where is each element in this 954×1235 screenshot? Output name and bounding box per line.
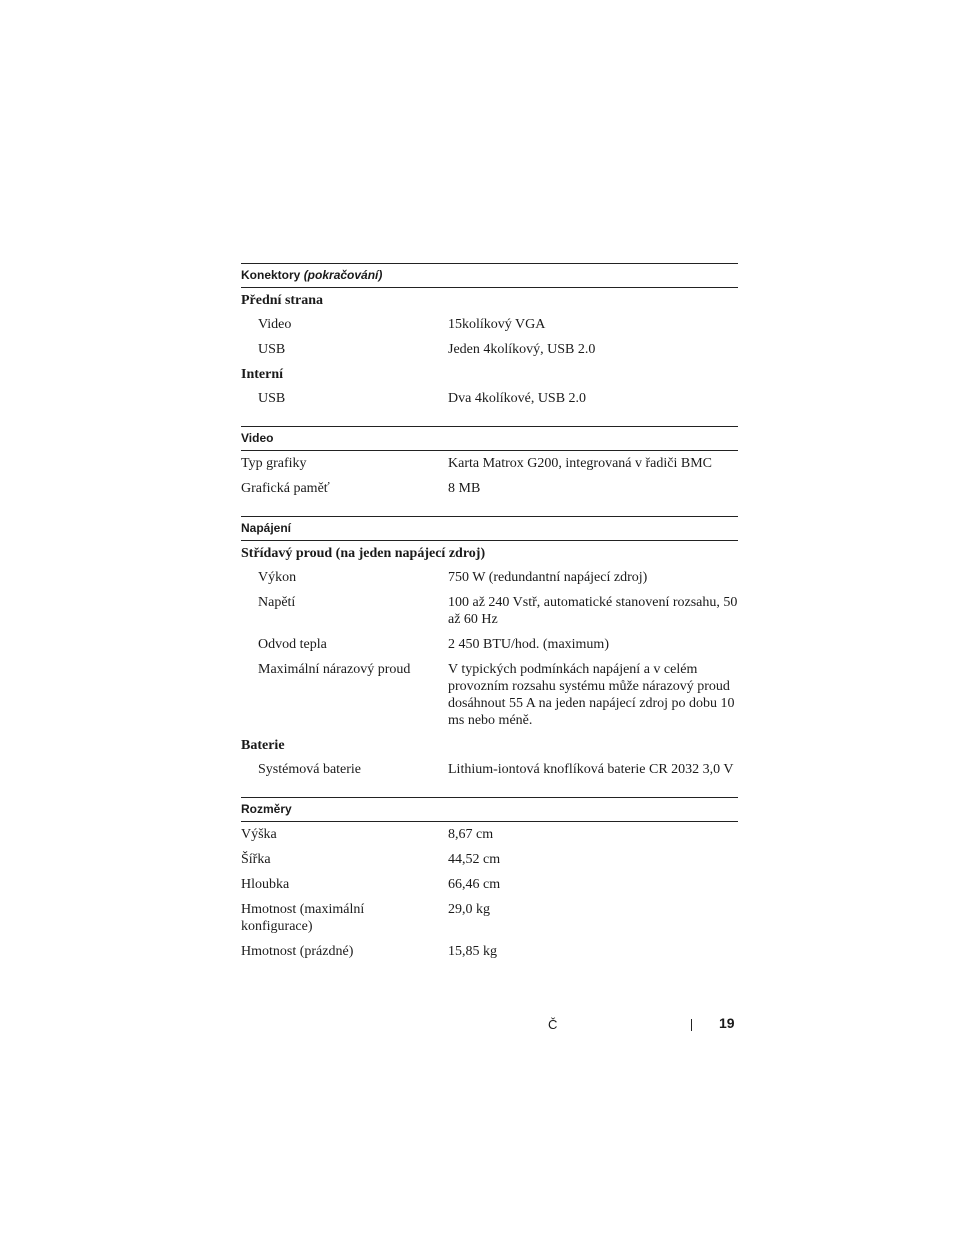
spec-table	[241, 263, 738, 965]
section-title: Video	[241, 431, 274, 445]
spec-key: Výška	[241, 827, 277, 842]
spec-row	[241, 477, 738, 502]
section-title: Konektory	[241, 268, 301, 282]
spec-row	[241, 452, 738, 477]
subheading-internal: Interní	[241, 367, 283, 382]
spec-row	[241, 591, 738, 633]
page-number: 19	[719, 1015, 735, 1031]
section-body-napajeni	[241, 541, 738, 783]
spec-value: 15,85 kg	[448, 944, 497, 959]
subheading-front: Přední strana	[241, 293, 324, 308]
spec-key: Hmotnost (prázdné)	[241, 944, 354, 959]
spec-key: USB	[258, 391, 286, 406]
spec-row	[241, 873, 738, 898]
spec-row	[241, 566, 738, 591]
spec-row	[241, 758, 738, 783]
page-footer	[0, 1014, 954, 1034]
spec-value: 8,67 cm	[448, 827, 494, 842]
spec-value: 100 až 240 Vstř, automatické stanovení rozsahu, 50 až 60 Hz	[448, 595, 738, 627]
spec-value: 44,52 cm	[448, 852, 501, 867]
section-body-konektory	[241, 288, 738, 412]
spec-value: 2 450 BTU/hod. (maximum)	[448, 637, 609, 652]
spec-value: 750 W (redundantní napájecí zdroj)	[448, 570, 648, 585]
section-body-rozmery	[241, 822, 738, 965]
spec-row	[241, 633, 738, 658]
spec-key: Typ grafiky	[241, 456, 307, 471]
spec-row	[241, 313, 738, 338]
spec-row	[241, 338, 738, 363]
spec-key: Hmotnost (maximální konfigurace)	[241, 902, 365, 934]
spec-value: 29,0 kg	[448, 902, 490, 917]
spec-key: Grafická paměť	[241, 481, 330, 496]
spec-key: USB	[258, 342, 286, 357]
spec-key: Šířka	[241, 852, 271, 867]
spec-key: Hloubka	[241, 877, 290, 892]
section-body-video	[241, 451, 738, 502]
section-title-suffix: (pokračování)	[303, 268, 383, 282]
spec-row	[241, 898, 738, 940]
spec-value: 8 MB	[448, 481, 481, 496]
spec-row	[241, 823, 738, 848]
spec-row	[241, 387, 738, 412]
spec-value: Jeden 4kolíkový, USB 2.0	[448, 342, 596, 357]
spec-row	[241, 848, 738, 873]
spec-value: Karta Matrox G200, integrovaná v řadiči BMC	[448, 456, 712, 471]
spec-key: Odvod tepla	[258, 637, 327, 652]
subheading-ac: Střídavý proud (na jeden napájecí zdroj)	[241, 546, 486, 561]
spec-value: 66,46 cm	[448, 877, 501, 892]
section-title: Napájení	[241, 521, 292, 535]
section-header-video	[241, 426, 738, 451]
spec-row	[241, 658, 738, 734]
spec-key: Video	[258, 317, 292, 332]
subheading-battery: Baterie	[241, 738, 285, 753]
spec-key: Napětí	[258, 595, 296, 610]
spec-value: 15kolíkový VGA	[448, 317, 546, 332]
spec-value: V typických podmínkách napájení a v celém provozním rozsahu systému může nárazový proud dosáhnout 55 A na jeden napájecí zdroj po dobu 10 ms nebo méně.	[448, 662, 735, 728]
section-title: Rozměry	[241, 802, 292, 816]
section-header-napajeni	[241, 516, 738, 541]
spec-row	[241, 940, 738, 965]
spec-key: Maximální nárazový proud	[258, 662, 411, 677]
spec-value: Dva 4kolíkové, USB 2.0	[448, 391, 587, 406]
spec-key: Výkon	[258, 570, 297, 585]
footer-label: Č	[548, 1017, 558, 1032]
spec-key: Systémová baterie	[258, 762, 362, 777]
section-header-konektory	[241, 263, 738, 288]
footer-divider	[691, 1019, 692, 1031]
section-header-rozmery	[241, 797, 738, 822]
spec-value: Lithium-iontová knoflíková baterie CR 2032 3,0 V	[448, 762, 734, 777]
